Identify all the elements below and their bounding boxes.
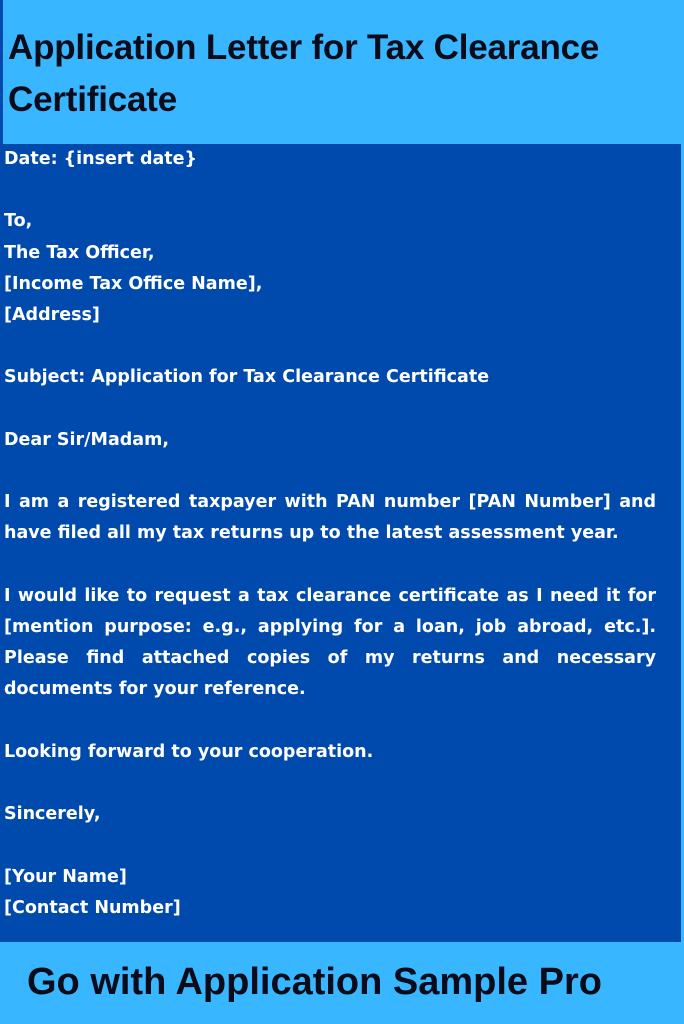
letter-paragraph-2: I would like to request a tax clearance certificate as I need it for [mention purpose: e.g., applying for a loan, job abroad, etc.]. Please find attached copies of my returns and necessary documents for your reference. [4,585,656,700]
spacer [4,175,656,206]
letter-body [0,144,684,942]
spacer [4,456,656,487]
title-banner [0,0,684,144]
letter-recipient: The Tax Officer, [4,242,155,263]
footer-text: Go with Application Sample Pro [27,961,602,1003]
page-title: Application Letter for Tax Clearance Certificate [8,28,600,119]
letter-salutation: Dear Sir/Madam, [4,429,169,450]
letter-sign-off: Sincerely, [4,804,101,825]
letter-to: To, [4,211,33,232]
spacer [4,706,656,737]
spacer [4,331,656,362]
letter-office: [Income Tax Office Name], [4,273,263,294]
letter-subject: Subject: Application for Tax Clearance Certificate [4,367,490,388]
footer-banner [0,942,684,1024]
letter-contact: [Contact Number] [4,897,181,918]
spacer [4,550,656,581]
spacer [4,394,656,425]
letter-address: [Address] [4,305,100,325]
spacer [4,768,656,799]
letter-content [4,144,656,924]
spacer [4,830,656,861]
letter-paragraph-1: I am a registered taxpayer with PAN number [PAN Number] and have filed all my tax returns up to the latest assessment year. [4,492,656,544]
letter-date: Date: {insert date} [4,149,197,169]
letter-name: [Your Name] [4,866,127,887]
letter-closing-line: Looking forward to your cooperation. [4,741,374,762]
